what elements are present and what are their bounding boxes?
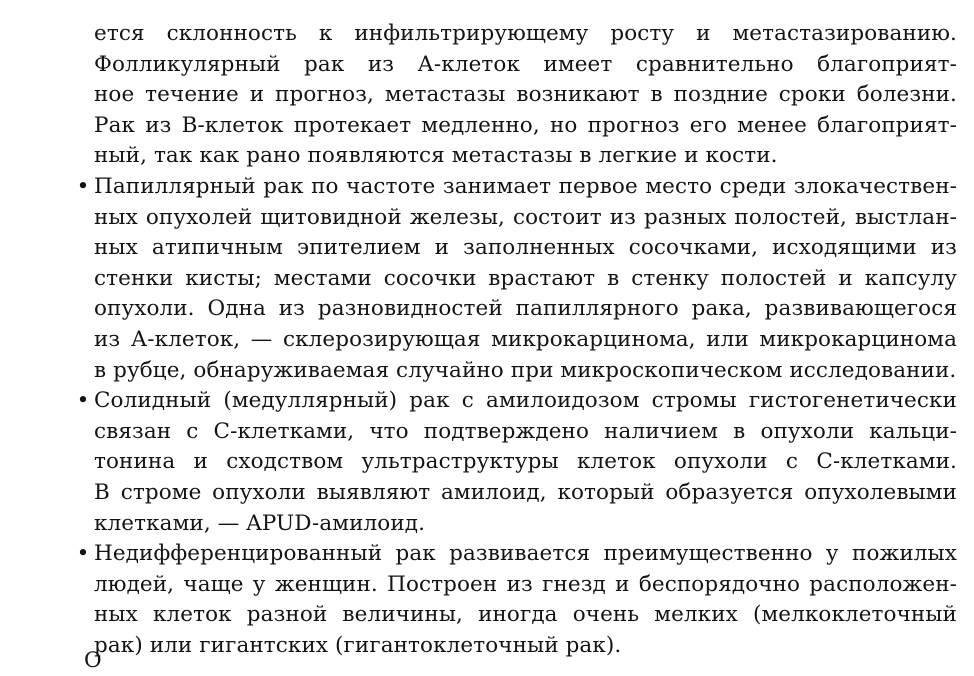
text-line: ных клеток разной величины, иногда очень мелких (мелкоклеточный: [94, 602, 957, 628]
text-line: стенки кисты; местами сосочки врастают в стенку полостей и капсулу: [94, 265, 957, 291]
text-line: ное течение и прогноз, метастазы возникают в поздние сроки болезни.: [94, 82, 957, 108]
cut-off-next-line: О: [84, 648, 102, 673]
text-line: Солидный (медуллярный) рак с амилоидозом стромы гистогенетически: [94, 388, 957, 414]
bullet-point: •: [76, 388, 90, 414]
text-line: клетками, — APUD-амилоид.: [94, 510, 426, 536]
text-line: ный, так как рано появляются метастазы в легкие и кости.: [94, 143, 778, 169]
text-line: В строме опухоли выявляют амилоид, который образуется опухолевыми: [94, 480, 957, 505]
text-line: рак) или гигантских (гигантоклеточный рак).: [94, 633, 622, 658]
text-line: Недифференцированный рак развивается преимущественно у пожилых: [94, 541, 957, 567]
text-line: людей, чаще у женщин. Построен из гнезд и беспорядочно расположен-: [94, 571, 957, 597]
bullet-point: •: [76, 541, 90, 567]
text-line: ется склонность к инфильтрирующему росту и метастазированию.: [94, 21, 957, 46]
text-line: опухоли. Одна из разновидностей папиллярного рака, развивающегося: [94, 296, 957, 322]
text-line: тонина и сходством ультраструктуры клеток опухоли с С-клетками.: [94, 449, 957, 475]
text-line: ных опухолей щитовидной железы, состоит из разных полостей, выстлан-: [94, 204, 957, 230]
text-line: Фолликулярный рак из А-клеток имеет сравнительно благоприят-: [94, 51, 957, 77]
text-line: ных атипичным эпителием и заполненных сосочками, исходящими из: [94, 235, 957, 261]
text-line: из А-клеток, — склерозирующая микрокарцинома, или микрокарцинома: [94, 327, 957, 352]
text-line: Папиллярный рак по частоте занимает первое место среди злокачествен-: [94, 174, 957, 199]
text-line: в рубце, обнаруживаемая случайно при микроскопическом исследовании.: [94, 357, 957, 383]
text-line: связан с С-клетками, что подтверждено наличием в опухоли кальци-: [94, 418, 957, 444]
text-line: Рак из В-клеток протекает медленно, но прогноз его менее благоприят-: [94, 112, 957, 138]
bullet-point: •: [76, 174, 90, 199]
